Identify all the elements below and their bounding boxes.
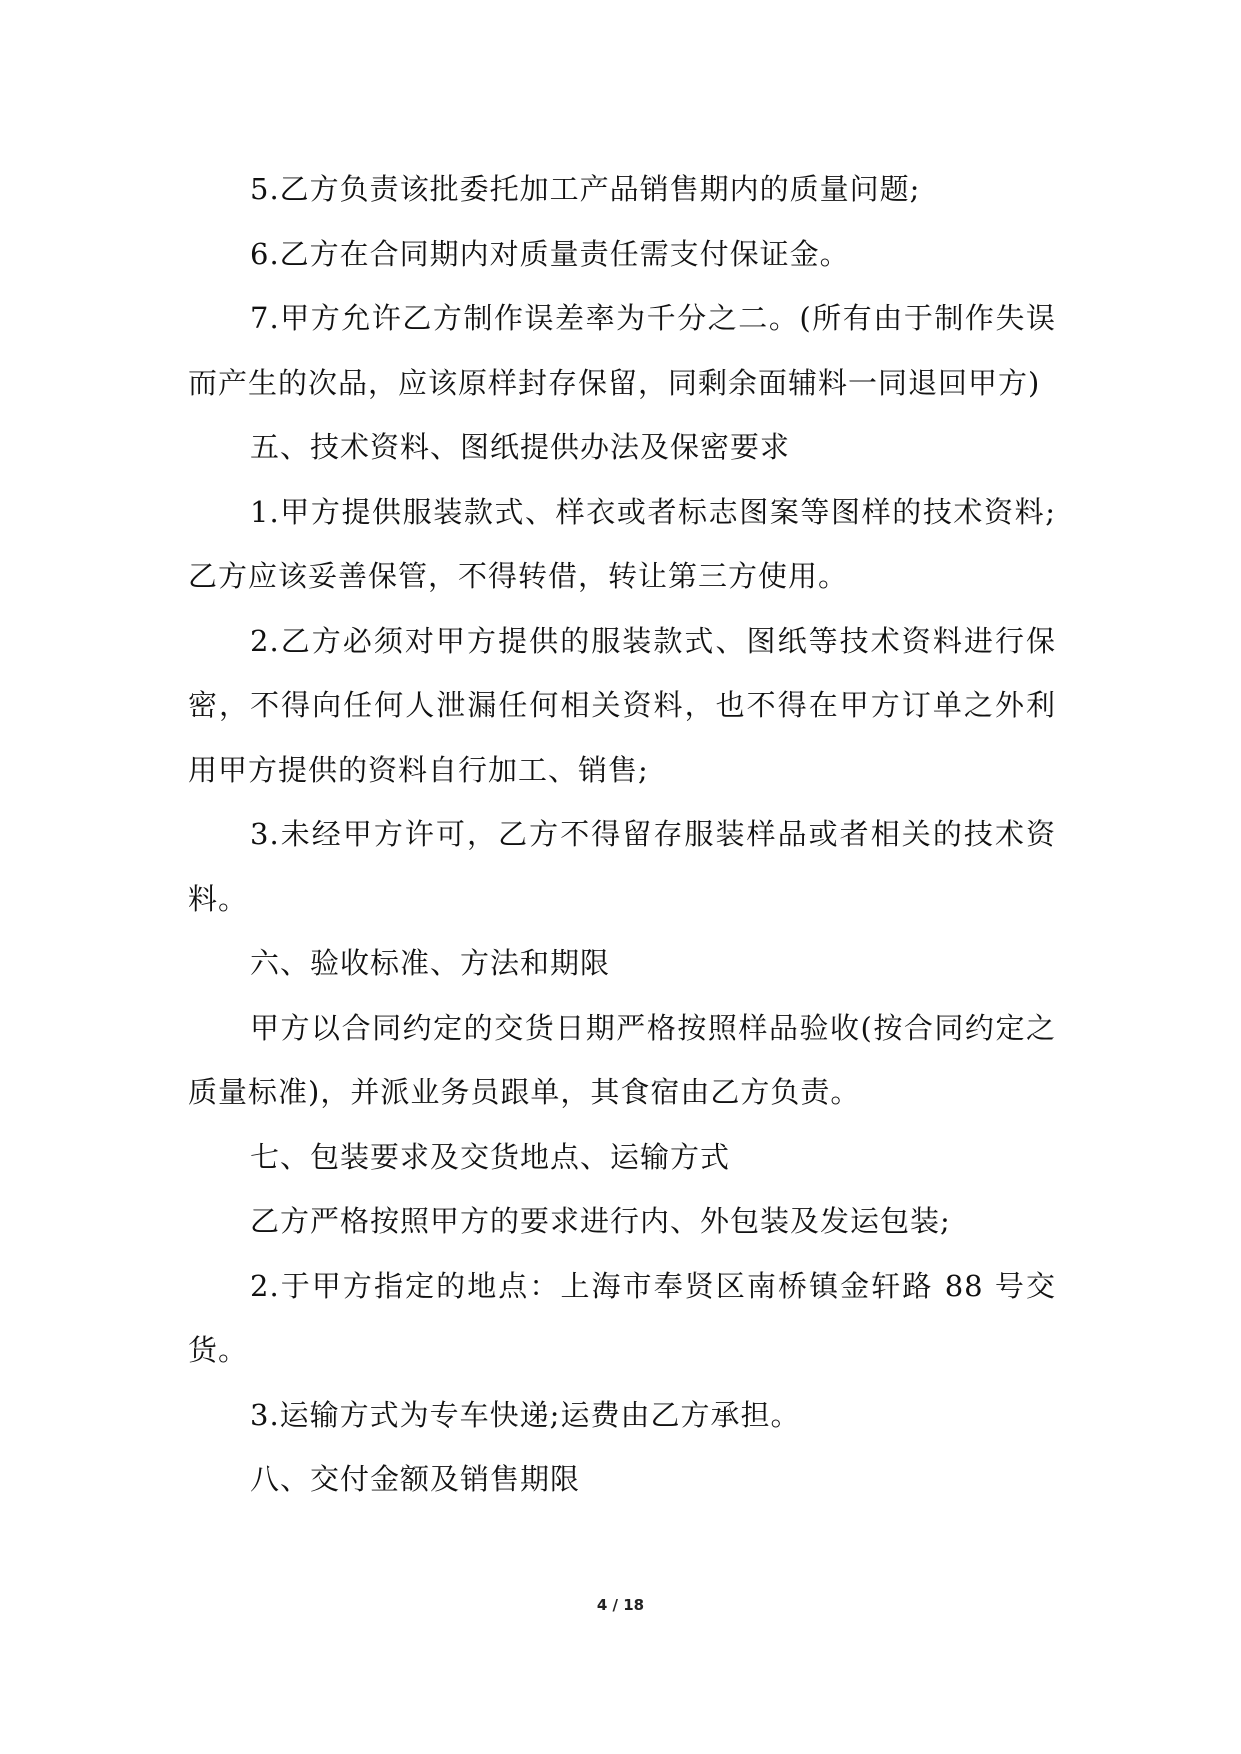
document-body xyxy=(188,157,1056,1512)
paragraph-tech-1: 1.甲方提供服装款式、样衣或者标志图案等图样的技术资料;乙方应该妥善保管，不得转借，转让第三方使用。 xyxy=(188,494,1056,593)
paragraph-clause-5: 5.乙方负责该批委托加工产品销售期内的质量问题; xyxy=(250,172,921,206)
section-heading-7: 七、包装要求及交货地点、运输方式 xyxy=(250,1139,731,1174)
paragraph-packaging: 乙方严格按照甲方的要求进行内、外包装及发运包装; xyxy=(250,1204,951,1238)
page-number: 4 / 18 xyxy=(596,1596,645,1614)
section-heading-5: 五、技术资料、图纸提供办法及保密要求 xyxy=(250,430,791,464)
paragraph-tech-3: 3.未经甲方许可，乙方不得留存服装样品或者相关的技术资料。 xyxy=(188,817,1056,916)
section-heading-8: 八、交付金额及销售期限 xyxy=(250,1462,581,1496)
paragraph-delivery-2: 2.于甲方指定的地点：上海市奉贤区南桥镇金轩路 88 号交货。 xyxy=(188,1268,1056,1367)
section-heading-6: 六、验收标准、方法和期限 xyxy=(250,946,611,980)
paragraph-acceptance: 甲方以合同约定的交货日期严格按照样品验收(按合同约定之质量标准)，并派业务员跟单，其食宿由乙方负责。 xyxy=(188,1010,1056,1109)
paragraph-delivery-3: 3.运输方式为专车快递;运费由乙方承担。 xyxy=(250,1397,801,1432)
paragraph-clause-7: 7.甲方允许乙方制作误差率为千分之二。(所有由于制作失误而产生的次品，应该原样封存保留，同剩余面辅料一同退回甲方) xyxy=(188,301,1056,400)
paragraph-clause-6: 6.乙方在合同期内对质量责任需支付保证金。 xyxy=(250,236,850,271)
paragraph-tech-2: 2.乙方必须对甲方提供的服装款式、图纸等技术资料进行保密，不得向任何人泄漏任何相关资料，也不得在甲方订单之外利用甲方提供的资料自行加工、销售; xyxy=(188,623,1056,787)
